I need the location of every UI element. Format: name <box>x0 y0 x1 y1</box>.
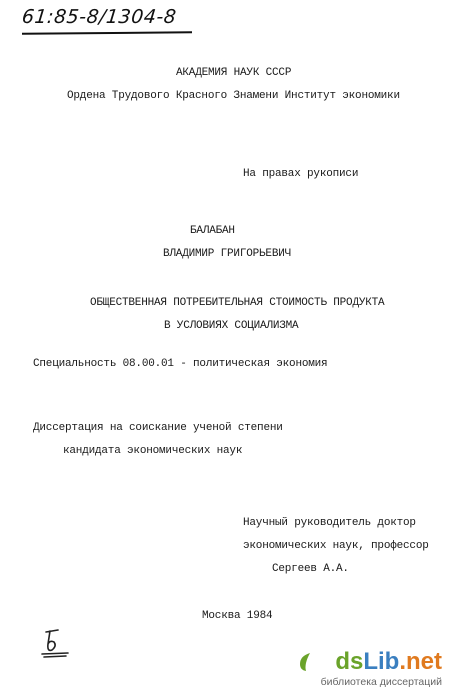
degree-line-2: кандидата экономических наук <box>63 445 243 457</box>
watermark-caption: библиотека диссертаций <box>320 676 442 688</box>
degree-line-1: Диссертация на соискание ученой степени <box>33 422 283 434</box>
institute-name: Ордена Трудового Красного Знамени Институт экономики <box>67 90 400 102</box>
city-year: Москва 1984 <box>202 610 273 622</box>
thesis-title-line-2: В УСЛОВИЯХ СОЦИАЛИЗМА <box>164 320 299 332</box>
academy-heading: АКАДЕМИЯ НАУК СССР <box>176 67 292 79</box>
supervisor-line-2: экономических наук, профессор <box>243 540 429 552</box>
author-given-names: ВЛАДИМИР ГРИГОРЬЕВИЧ <box>163 248 292 260</box>
archive-code-handwritten: 61:85-8/1304-8 <box>20 6 178 28</box>
watermark-logo-ds: ds <box>335 648 364 675</box>
watermark-logo-lib: Lib <box>363 648 400 675</box>
watermark-logo-net: .net <box>399 648 442 675</box>
manuscript-rights-note: На правах рукописи <box>243 168 359 180</box>
author-surname: БАЛАБАН <box>190 225 235 237</box>
thesis-title-line-1: ОБЩЕСТВЕННАЯ ПОТРЕБИТЕЛЬНАЯ СТОИМОСТЬ ПРОДУКТА <box>90 297 385 309</box>
supervisor-name: Сергеев А.А. <box>272 563 349 575</box>
leaf-icon <box>298 652 312 672</box>
dslib-watermark <box>312 648 442 692</box>
watermark-logo <box>335 648 442 676</box>
archive-code-underline <box>22 31 192 34</box>
handwritten-signature <box>38 626 72 660</box>
specialty-line: Специальность 08.00.01 - политическая экономия <box>33 358 328 370</box>
supervisor-line-1: Научный руководитель доктор <box>243 517 416 529</box>
